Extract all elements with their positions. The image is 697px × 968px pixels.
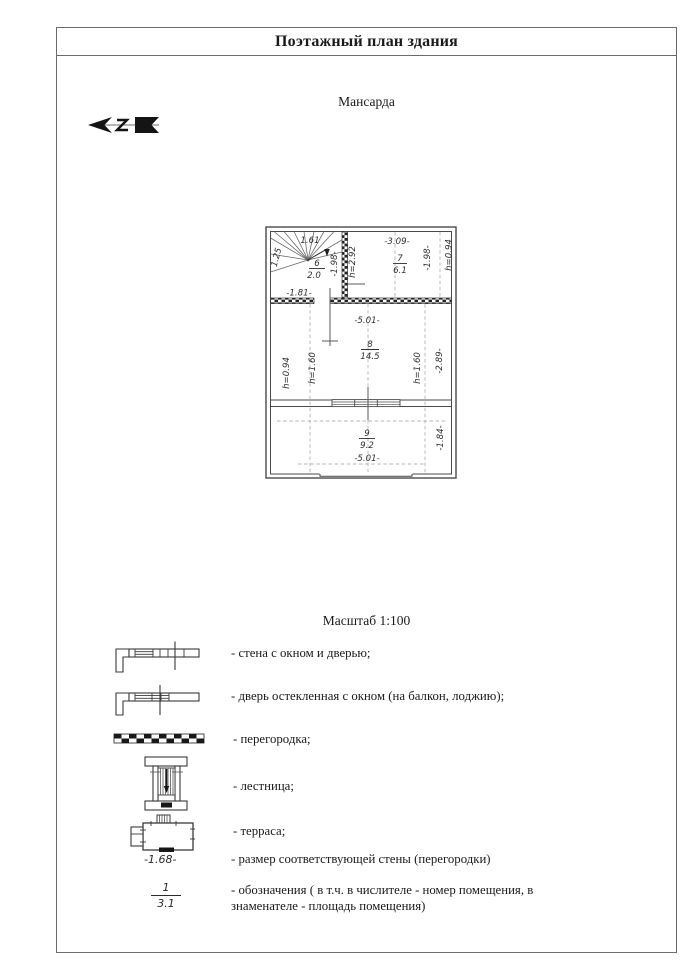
legend-glazed-door-icon	[114, 684, 204, 720]
document-title: Поэтажный план здания	[274, 32, 459, 50]
dim-stair-right: -1.98-	[330, 251, 340, 277]
dim-room8-right-height: h=1.60	[413, 352, 423, 384]
legend-terrace-label: - терраса;	[233, 824, 286, 838]
balcony-door-window	[332, 387, 400, 420]
dim-room7-top: -3.09-	[384, 237, 410, 247]
room9-number: 9	[364, 429, 370, 439]
legend-dimension-symbol: -1.68-	[144, 853, 177, 866]
plan-labels	[270, 236, 455, 464]
bottom-wall-recess-mask	[320, 473, 413, 476]
page-frame	[56, 27, 677, 953]
title-bar	[57, 28, 676, 56]
dim-room7-far-right-height: h=0.94	[444, 239, 455, 271]
dim-room7-right: -1.98-	[423, 245, 433, 271]
dim-stair-left: 1.25	[269, 246, 285, 269]
legend-partition-icon	[113, 733, 205, 744]
dim-stair-bottom: -1.81-	[286, 288, 312, 299]
room8-area: 14.5	[360, 352, 380, 362]
door-room6	[322, 288, 338, 346]
scale-label: Масштаб 1:100	[322, 613, 411, 628]
partition-vertical	[342, 232, 348, 299]
legend-stairs-label: - лестница;	[233, 779, 294, 793]
legend-partition-label: - перегородка;	[233, 732, 311, 746]
dim-room9-bottom: -5.01-	[354, 454, 380, 464]
legend-terrace-icon	[129, 812, 199, 856]
dim-room8-right: -2.89-	[435, 348, 445, 374]
room6-number: 6	[314, 259, 320, 269]
legend-wall-window-door-icon	[114, 641, 204, 677]
dim-room7-height: h=2.92	[348, 246, 358, 278]
dim-room8-left-height2: h=1.60	[308, 352, 318, 384]
room7-number: 7	[397, 254, 403, 264]
legend-glazed-door-label: - дверь остекленная с окном (на балкон, лоджию);	[231, 689, 505, 703]
dim-room9-right: -1.84-	[436, 425, 446, 451]
dim-room8-left-height: h=0.94	[282, 357, 292, 389]
legend-wall-window-door-label: - стена с окном и дверью;	[231, 646, 371, 660]
room6-area: 2.0	[307, 271, 321, 281]
legend-designation-denominator: 3.1	[157, 897, 175, 910]
dim-stair-top: 1.61	[300, 236, 320, 246]
legend-designation-numerator: 1	[151, 881, 181, 896]
legend-dimension-label: - размер соответствующей стены (перегородки)	[231, 852, 491, 866]
floor-plan	[264, 224, 459, 482]
room9-area: 9.2	[360, 441, 374, 451]
floor-label: Мансарда	[338, 94, 395, 109]
dim-room8-top: -5.01-	[354, 316, 380, 326]
partition-horizontal	[271, 298, 452, 304]
legend-stairs-icon	[139, 755, 193, 813]
room8-number: 8	[367, 340, 373, 350]
room7-area: 6.1	[393, 266, 407, 276]
legend-designation-label: - обозначения ( в т.ч. в числителе - номер помещения, в знаменателе - площадь помещения)	[231, 883, 534, 913]
legend-designation-symbol	[151, 881, 181, 910]
north-arrow-icon	[87, 111, 163, 139]
